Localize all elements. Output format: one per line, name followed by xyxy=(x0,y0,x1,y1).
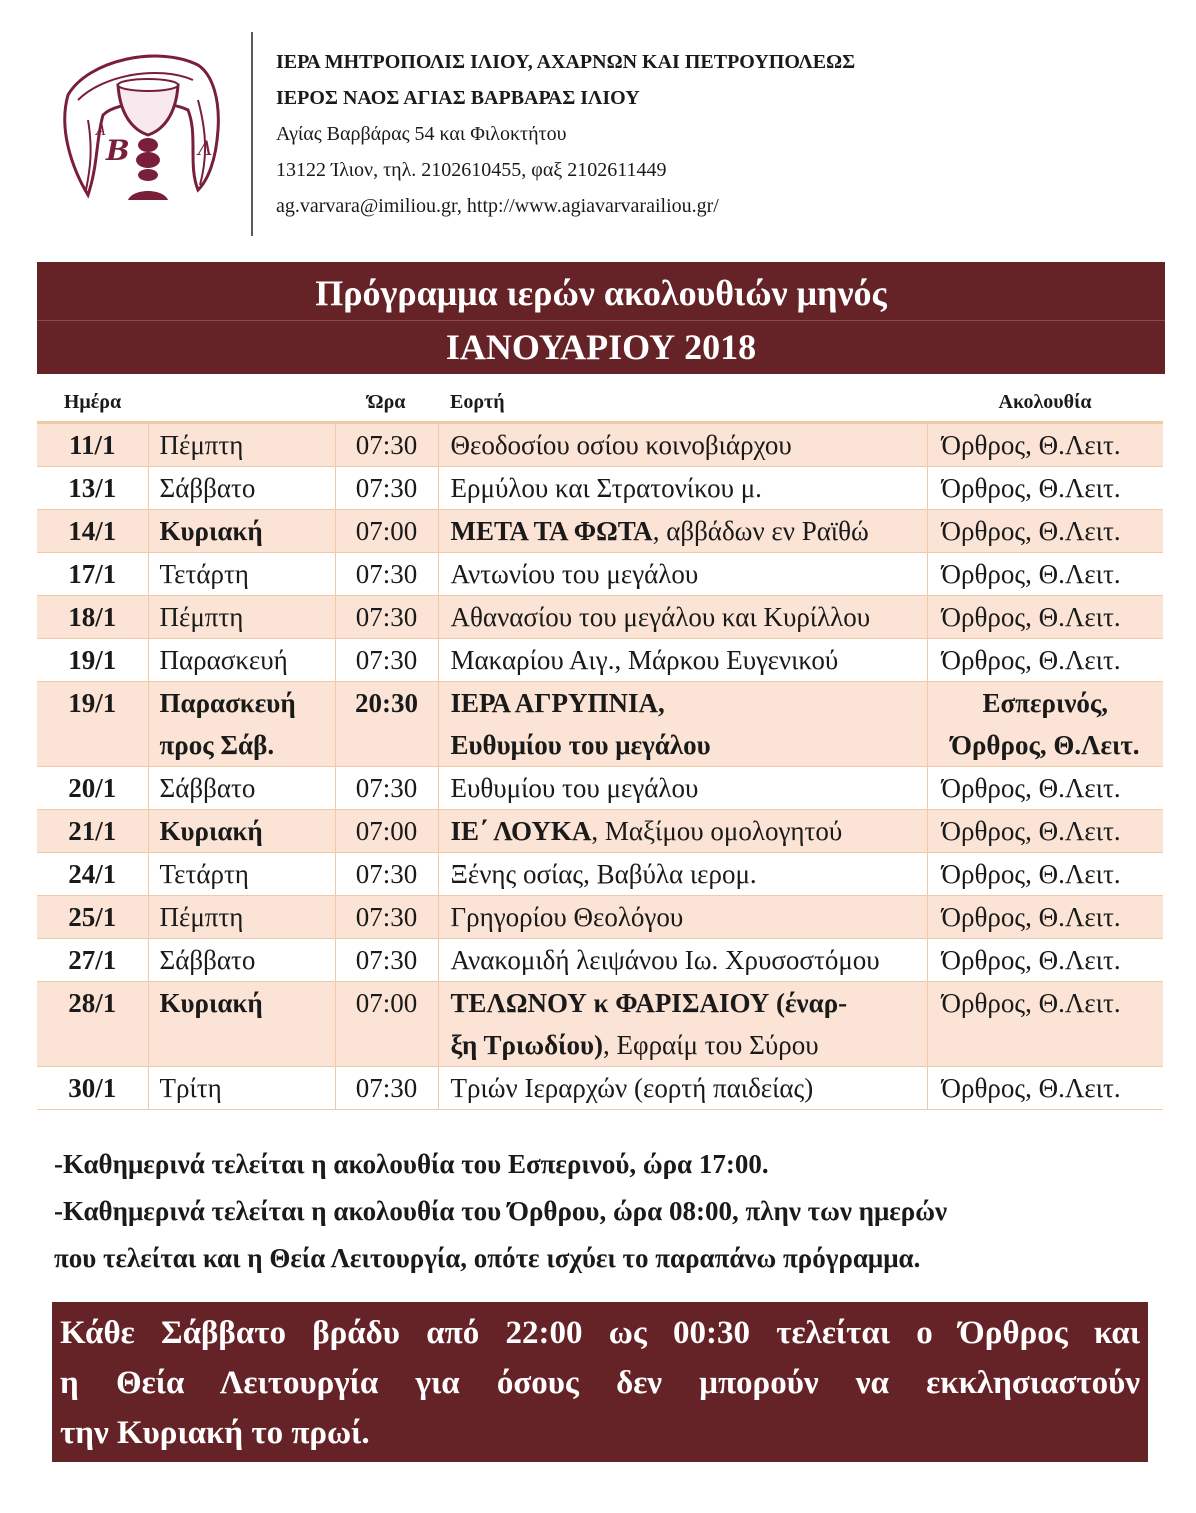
row-weekday: Πέμπτη xyxy=(148,895,335,938)
header-day: Ημέρα xyxy=(37,384,148,422)
row-time: 07:30 xyxy=(335,766,438,809)
header-service: Ακολουθία xyxy=(927,384,1163,422)
row-day: 14/1 xyxy=(37,509,148,552)
table-row xyxy=(37,595,1163,638)
church-logo xyxy=(48,40,233,210)
row-day: 24/1 xyxy=(37,852,148,895)
feast-line-1: ΤΕΛΩΝΟΥ κ ΦΑΡΙΣΑΙΟΥ (έναρ- xyxy=(450,987,848,1018)
row-time: 07:30 xyxy=(335,1066,438,1109)
row-feast xyxy=(438,852,927,895)
table-row xyxy=(37,509,1163,552)
row-weekday: Πέμπτη xyxy=(148,595,335,638)
feast-text: Ερμύλου και Στρατονίκου μ. xyxy=(450,472,762,503)
table-row xyxy=(37,1066,1163,1109)
row-day: 18/1 xyxy=(37,595,148,638)
table-row xyxy=(37,552,1163,595)
table-row xyxy=(37,681,1163,766)
table-row xyxy=(37,422,1163,466)
row-feast xyxy=(438,1066,927,1109)
row-time: 07:30 xyxy=(335,466,438,509)
schedule-title: Πρόγραμμα ιερών ακολουθιών μηνός xyxy=(315,273,887,313)
row-time: 07:30 xyxy=(335,552,438,595)
feast-text: Μακαρίου Αιγ., Μάρκου Ευγενικού xyxy=(450,644,839,675)
feast-bold: ξη Τριωδίου) xyxy=(450,1029,603,1060)
row-day: 11/1 xyxy=(37,422,148,466)
row-day: 30/1 xyxy=(37,1066,148,1109)
church-contact: ag.varvara@imiliou.gr, http://www.agiavarvarailiou.gr/ xyxy=(276,195,719,217)
row-feast xyxy=(438,938,927,981)
row-feast xyxy=(438,466,927,509)
table-row xyxy=(37,809,1163,852)
table-row xyxy=(37,852,1163,895)
row-weekday: Κυριακή xyxy=(148,509,335,552)
row-weekday: Κυριακή xyxy=(148,981,335,1066)
church-phone: 13122 Ίλιον, τηλ. 2102610455, φαξ 2102611449 xyxy=(276,159,667,181)
table-header xyxy=(37,384,1163,422)
saturday-night-notice xyxy=(52,1302,1148,1462)
row-weekday: Παρασκευή xyxy=(148,638,335,681)
notice-line-1: Κάθε Σάββατο βράδυ από 22:00 ως 00:30 τελείται ο Όρθρος και xyxy=(60,1315,1140,1351)
row-weekday: Σάββατο xyxy=(148,466,335,509)
row-service: Όρθρος, Θ.Λειτ. xyxy=(927,809,1163,852)
svg-text:Λ: Λ xyxy=(198,136,213,160)
feast-text: , Εφραίμ του Σύρου xyxy=(603,1029,819,1060)
feast-bold: ΙΕ΄ ΛΟΥΚΑ xyxy=(450,815,592,846)
row-service: Όρθρος, Θ.Λειτ. xyxy=(927,852,1163,895)
row-service: Όρθρος, Θ.Λειτ. xyxy=(927,766,1163,809)
table-row xyxy=(37,766,1163,809)
banner-divider xyxy=(37,320,1165,321)
header-divider xyxy=(251,32,253,236)
schedule-notes xyxy=(54,1141,1154,1282)
feast-text: Αντωνίου του μεγάλου xyxy=(450,558,699,589)
weekday-line-2: προς Σάβ. xyxy=(159,729,275,760)
metropolis-name: ΙΕΡΑ ΜΗΤΡΟΠΟΛΙΣ ΙΛΙΟΥ, ΑΧΑΡΝΩΝ ΚΑΙ ΠΕΤΡΟΥΠΟΛΕΩΣ xyxy=(276,51,856,73)
row-weekday: Κυριακή xyxy=(148,809,335,852)
chalice-icon xyxy=(48,40,233,210)
service-line-1: Εσπερινός, xyxy=(982,687,1109,718)
row-day: 19/1 xyxy=(37,681,148,766)
row-weekday: Σάββατο xyxy=(148,938,335,981)
row-weekday: Τετάρτη xyxy=(148,552,335,595)
feast-text: Γρηγορίου Θεολόγου xyxy=(450,901,684,932)
table-row xyxy=(37,895,1163,938)
row-day: 20/1 xyxy=(37,766,148,809)
row-day: 19/1 xyxy=(37,638,148,681)
row-feast xyxy=(438,766,927,809)
feast-text: Αθανασίου του μεγάλου και Κυρίλλου xyxy=(450,601,871,632)
svg-text:Β: Β xyxy=(106,134,130,167)
matins-note-line-1: -Καθημερινά τελείται η ακολουθία του Όρθρου, ώρα 08:00, πλην των ημερών xyxy=(54,1196,948,1226)
row-time: 20:30 xyxy=(335,681,438,766)
header-feast: Εορτή xyxy=(438,384,927,422)
row-day: 21/1 xyxy=(37,809,148,852)
row-service: Όρθρος, Θ.Λειτ. xyxy=(927,1066,1163,1109)
feast-text: Θεοδοσίου οσίου κοινοβιάρχου xyxy=(450,429,792,460)
row-feast xyxy=(438,809,927,852)
table-row xyxy=(37,981,1163,1066)
feast-text: , Μαξίμου ομολογητού xyxy=(591,815,843,846)
table-row xyxy=(37,638,1163,681)
row-time: 07:00 xyxy=(335,981,438,1066)
notice-line-3: την Κυριακή το πρωί. xyxy=(60,1415,370,1451)
row-feast xyxy=(438,681,927,766)
row-feast xyxy=(438,422,927,466)
row-day: 25/1 xyxy=(37,895,148,938)
row-time: 07:30 xyxy=(335,422,438,466)
row-feast xyxy=(438,895,927,938)
row-service: Όρθρος, Θ.Λειτ. xyxy=(927,981,1163,1066)
feast-line-2 xyxy=(451,1024,927,1066)
row-feast xyxy=(438,509,927,552)
weekday-line-1: Παρασκευή xyxy=(159,687,296,718)
row-day: 28/1 xyxy=(37,981,148,1066)
row-service: Όρθρος, Θ.Λειτ. xyxy=(927,938,1163,981)
row-day: 27/1 xyxy=(37,938,148,981)
row-time: 07:00 xyxy=(335,509,438,552)
row-weekday: Πέμπτη xyxy=(148,422,335,466)
row-feast xyxy=(438,981,927,1066)
church-name: ΙΕΡΟΣ ΝΑΟΣ ΑΓΙΑΣ ΒΑΡΒΑΡΑΣ ΙΛΙΟΥ xyxy=(276,87,640,109)
header-time: Ώρα xyxy=(335,384,438,422)
matins-note-line-2: που τελείται και η Θεία Λειτουργία, οπότε ισχύει το παραπάνω πρόγραμμα. xyxy=(54,1243,921,1273)
header-weekday xyxy=(148,384,335,422)
row-time: 07:30 xyxy=(335,895,438,938)
row-feast xyxy=(438,595,927,638)
row-service xyxy=(927,681,1163,766)
feast-text: Ξένης οσίας, Βαβύλα ιερομ. xyxy=(450,858,757,889)
svg-text:Α: Α xyxy=(96,123,107,139)
row-service: Όρθρος, Θ.Λειτ. xyxy=(927,466,1163,509)
service-line-2: Όρθρος, Θ.Λειτ. xyxy=(950,729,1140,760)
row-service: Όρθρος, Θ.Λειτ. xyxy=(927,509,1163,552)
row-service: Όρθρος, Θ.Λειτ. xyxy=(927,595,1163,638)
row-service: Όρθρος, Θ.Λειτ. xyxy=(927,552,1163,595)
row-service: Όρθρος, Θ.Λειτ. xyxy=(927,422,1163,466)
row-day: 13/1 xyxy=(37,466,148,509)
feast-text: Τριών Ιεραρχών (εορτή παιδείας) xyxy=(450,1072,814,1103)
title-banner xyxy=(37,262,1165,374)
table-row xyxy=(37,938,1163,981)
row-time: 07:30 xyxy=(335,595,438,638)
row-weekday: Τετάρτη xyxy=(148,852,335,895)
feast-text: Ανακομιδή λειψάνου Ιω. Χρυσοστόμου xyxy=(450,944,880,975)
row-time: 07:30 xyxy=(335,638,438,681)
row-weekday: Σάββατο xyxy=(148,766,335,809)
row-day: 17/1 xyxy=(37,552,148,595)
feast-bold: ΜΕΤΑ ΤΑ ΦΩΤΑ xyxy=(450,515,653,546)
feast-line-2: Ευθυμίου του μεγάλου xyxy=(450,729,711,760)
row-time: 07:30 xyxy=(335,852,438,895)
feast-text: , αββάδων εν Ραϊθώ xyxy=(652,515,869,546)
row-feast xyxy=(438,552,927,595)
church-address: Αγίας Βαρβάρας 54 και Φιλοκτήτου xyxy=(276,123,567,145)
notice-line-2: η Θεία Λειτουργία για όσους δεν μπορούν να εκκλησιαστούν xyxy=(60,1365,1140,1401)
vespers-note: -Καθημερινά τελείται η ακολουθία του Εσπερινού, ώρα 17:00. xyxy=(54,1149,769,1179)
schedule-month: ΙΑΝΟΥΑΡΙΟΥ 2018 xyxy=(445,327,757,367)
feast-line-1: ΙΕΡΑ ΑΓΡΥΠΝΙΑ, xyxy=(450,687,665,718)
church-header xyxy=(276,44,1176,224)
row-service: Όρθρος, Θ.Λειτ. xyxy=(927,638,1163,681)
row-feast xyxy=(438,638,927,681)
feast-text: Ευθυμίου του μεγάλου xyxy=(450,772,699,803)
row-weekday: Τρίτη xyxy=(148,1066,335,1109)
row-weekday xyxy=(148,681,335,766)
row-time: 07:30 xyxy=(335,938,438,981)
row-service: Όρθρος, Θ.Λειτ. xyxy=(927,895,1163,938)
services-table xyxy=(37,384,1163,1110)
table-row xyxy=(37,466,1163,509)
row-time: 07:00 xyxy=(335,809,438,852)
